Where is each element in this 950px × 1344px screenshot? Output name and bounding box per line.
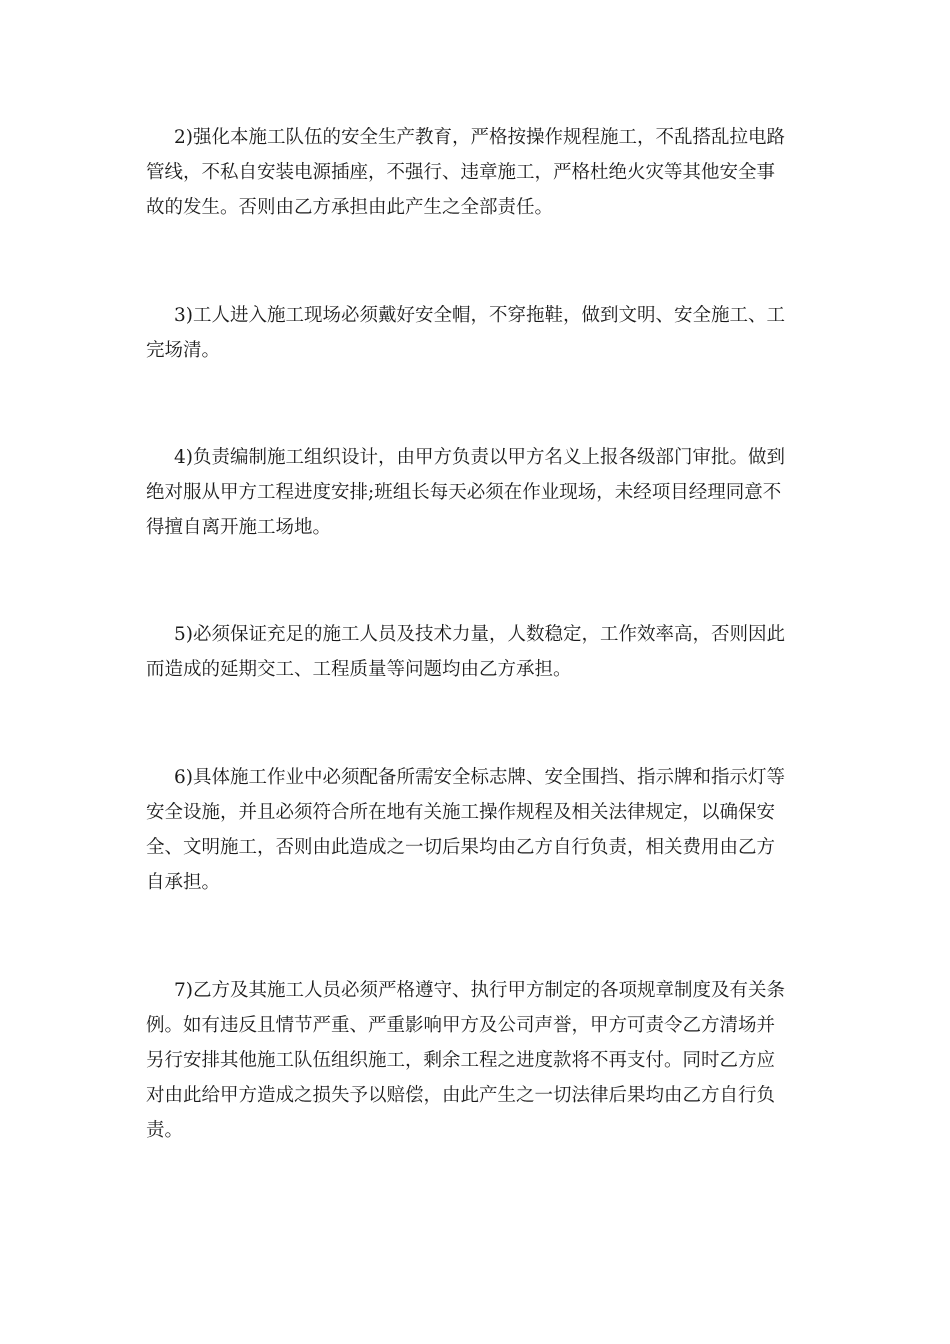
text-line: 完场清。 <box>146 340 221 361</box>
text-line: 全、文明施工，否则由此造成之一切后果均由乙方自行负责，相关费用由乙方 <box>146 837 776 858</box>
clause-3-paragraph <box>146 298 808 368</box>
text-line: 自承担。 <box>146 872 221 893</box>
text-line: 7)乙方及其施工人员必须严格遵守、执行甲方制定的各项规章制度及有关条 <box>174 980 785 1001</box>
clause-5-paragraph <box>146 617 808 687</box>
text-line: 另行安排其他施工队伍组织施工，剩余工程之进度款将不再支付。同时乙方应 <box>146 1050 776 1071</box>
text-line: 得擅自离开施工场地。 <box>146 517 332 538</box>
clause-2-paragraph <box>146 120 808 225</box>
text-line: 2)强化本施工队伍的安全生产教育，严格按操作规程施工，不乱搭乱拉电路 <box>174 127 785 148</box>
text-line: 5)必须保证充足的施工人员及技术力量，人数稳定，工作效率高，否则因此 <box>174 624 785 645</box>
text-line: 对由此给甲方造成之损失予以赔偿，由此产生之一切法律后果均由乙方自行负 <box>146 1085 776 1106</box>
text-line: 4)负责编制施工组织设计，由甲方负责以甲方名义上报各级部门审批。做到 <box>174 447 785 468</box>
text-line: 3)工人进入施工现场必须戴好安全帽，不穿拖鞋，做到文明、安全施工、工 <box>174 305 785 326</box>
clause-6-paragraph <box>146 760 808 900</box>
text-line: 安全设施，并且必须符合所在地有关施工操作规程及相关法律规定，以确保安 <box>146 802 776 823</box>
text-line: 责。 <box>146 1120 184 1141</box>
text-line: 而造成的延期交工、工程质量等问题均由乙方承担。 <box>146 659 572 680</box>
text-line: 6)具体施工作业中必须配备所需安全标志牌、安全围挡、指示牌和指示灯等 <box>174 767 785 788</box>
text-line: 故的发生。否则由乙方承担由此产生之全部责任。 <box>146 197 554 218</box>
clause-4-paragraph <box>146 440 808 545</box>
text-line: 绝对服从甲方工程进度安排;班组长每天必须在作业现场，未经项目经理同意不 <box>146 482 782 503</box>
clause-7-paragraph <box>146 973 808 1148</box>
text-line: 管线，不私自安装电源插座，不强行、违章施工，严格杜绝火灾等其他安全事 <box>146 162 776 183</box>
text-line: 例。如有违反且情节严重、严重影响甲方及公司声誉，甲方可责令乙方清场并 <box>146 1015 776 1036</box>
